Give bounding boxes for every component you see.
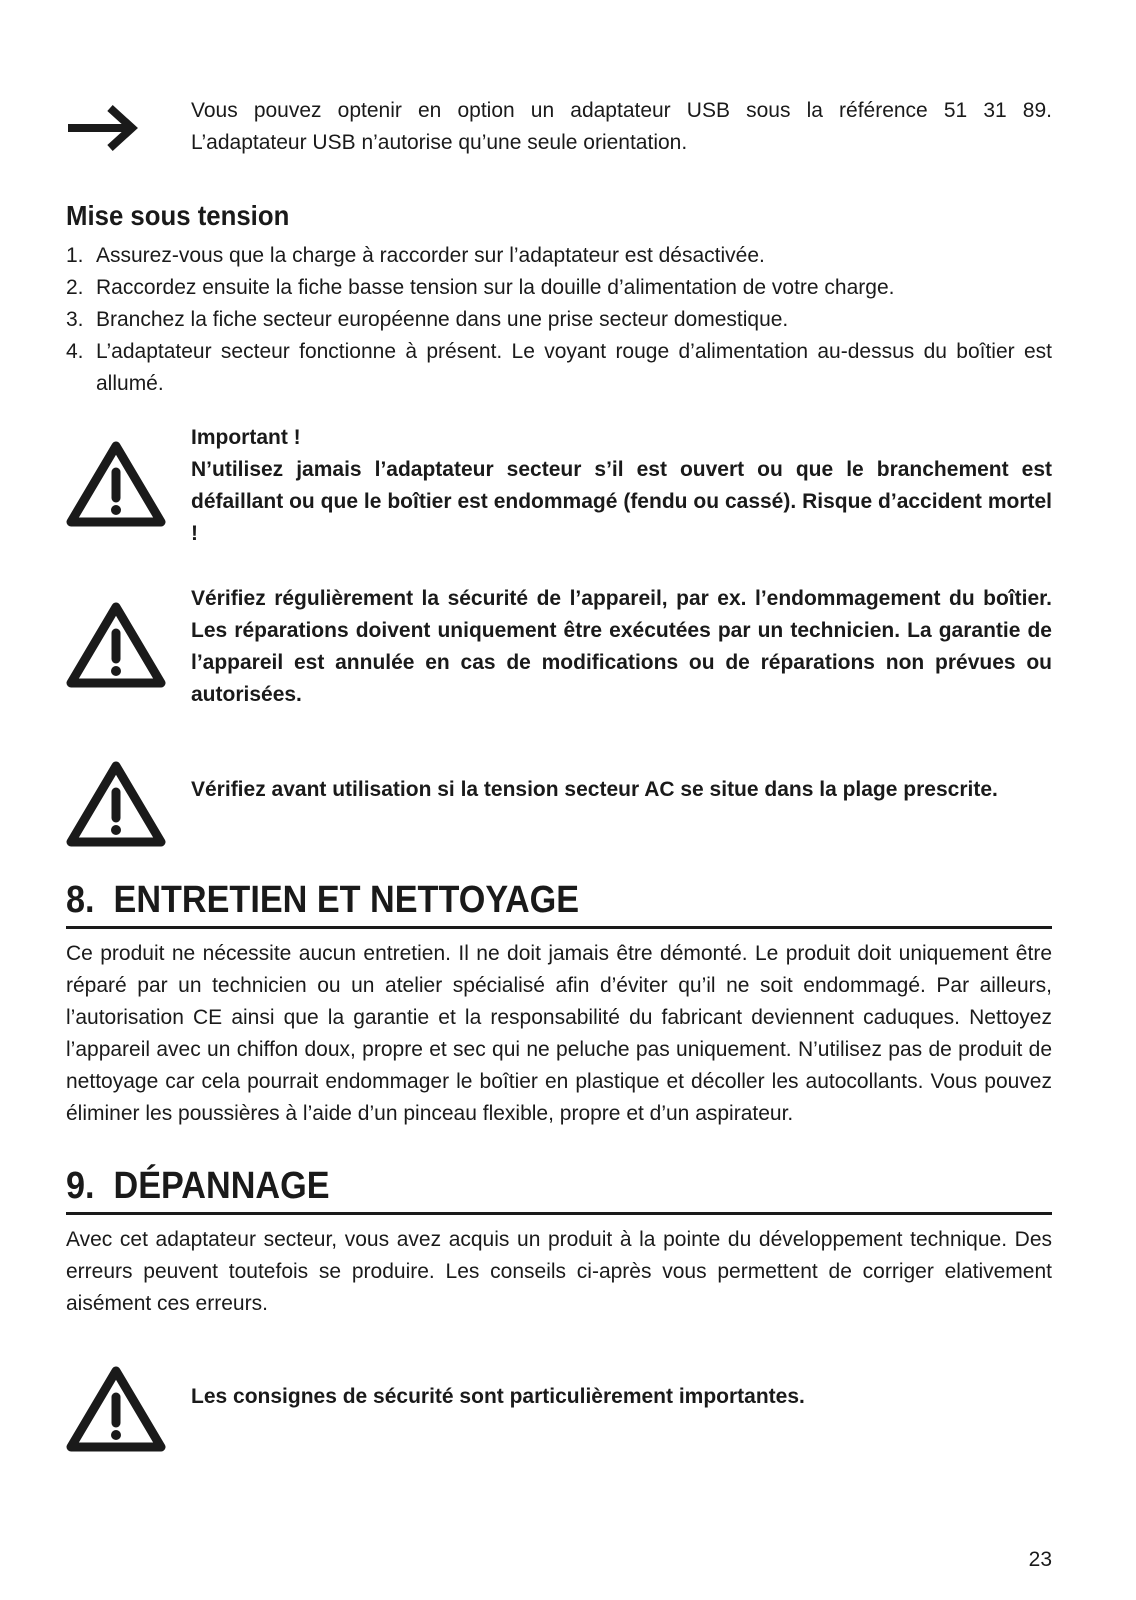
warning-triangle-icon (66, 601, 166, 689)
step-number: 1. (66, 244, 84, 267)
warning-triangle-icon (66, 1365, 166, 1453)
usb-note-line1: Vous pouvez optenir en option un adaptateur USB sous la référence 51 31 89. (191, 99, 1052, 122)
power-on-steps (66, 240, 1052, 400)
warning-body: N’utilisez jamais l’adaptateur secteur s’il est ouvert ou que le branchement est défaillant ou que le boîtier est endommagé (fendu ou cassé). Risque d’accident mortel ! (191, 458, 1052, 545)
section-8-body: Ce produit ne nécessite aucun entretien. Il ne doit jamais être démonté. Le produit doit uniquement être réparé par un technicien ou un atelier spécialisé afin d’éviter qu’il ne soit endommagé. Par ailleurs, l’autorisation CE ainsi que la garantie et la responsabilité du fabricant deviennent caduques. Nettoyez l’appareil avec un chiffon doux, propre et sec qui ne peluche pas uniquement. N’utilisez pas de produit de nettoyage car cela pourrait endommager le boîtier en plastique et décoller les autocollants. Vous pouvez éliminer les poussières à l’aide d’un pinceau flexible, propre et d’un aspirateur. (66, 942, 1052, 1125)
arrow-right-icon (66, 103, 142, 153)
step-number: 3. (66, 308, 84, 331)
warning-block (66, 760, 1052, 850)
warning-body: Vérifiez avant utilisation si la tension secteur AC se situe dans la plage prescrite. (191, 778, 998, 801)
usb-note-line2: L’adaptateur USB n’autorise qu’une seule orientation. (191, 131, 688, 154)
section-8-title-text: 8. ENTRETIEN ET NETTOYAGE (66, 879, 580, 921)
warning-triangle-icon (66, 440, 166, 528)
warning-block (66, 422, 1052, 552)
page-number: 23 (1028, 1548, 1052, 1571)
step-number: 4. (66, 340, 84, 363)
step-text: Raccordez ensuite la fiche basse tension sur la douille d’alimentation de votre charge. (96, 276, 895, 299)
step-text: Assurez-vous que la charge à raccorder sur l’adaptateur est désactivée. (96, 244, 765, 267)
warning-text (191, 422, 1052, 550)
step-item (66, 240, 1052, 272)
warning-body: Les consignes de sécurité sont particulièrement importantes. (191, 1385, 805, 1408)
step-text: Branchez la fiche secteur européenne dans une prise secteur domestique. (96, 308, 789, 331)
step-number: 2. (66, 276, 84, 299)
warning-text (191, 774, 1052, 806)
usb-note-text (191, 95, 1052, 159)
section-9-title (66, 1162, 1052, 1215)
section-9-body: Avec cet adaptateur secteur, vous avez acquis un produit à la pointe du développement technique. Des erreurs peuvent toutefois se produire. Les conseils ci-après vous permettent de corriger elativement aisément ces erreurs. (66, 1228, 1052, 1315)
section-8-title (66, 876, 1052, 929)
usb-note (66, 95, 1052, 165)
step-text: L’adaptateur secteur fonctionne à présent. Le voyant rouge d’alimentation au-dessus du boîtier est allumé. (96, 340, 1052, 395)
warning-block (66, 583, 1052, 713)
warning-body: Vérifiez régulièrement la sécurité de l’appareil, par ex. l’endommagement du boîtier. Les réparations doivent uniquement être exécutées par un technicien. La garantie de l’appareil est annulée en cas de modifications ou de réparations non prévues ou autorisées. (191, 587, 1052, 706)
warning-block (66, 1365, 1052, 1455)
warning-text (191, 1381, 1052, 1413)
step-item (66, 336, 1052, 400)
power-on-heading: Mise sous tension (66, 200, 290, 231)
section-9-title-text: 9. DÉPANNAGE (66, 1165, 330, 1207)
warning-triangle-icon (66, 760, 166, 848)
step-item (66, 304, 1052, 336)
warning-heading: Important ! (191, 426, 301, 449)
step-item (66, 272, 1052, 304)
warning-text (191, 583, 1052, 711)
